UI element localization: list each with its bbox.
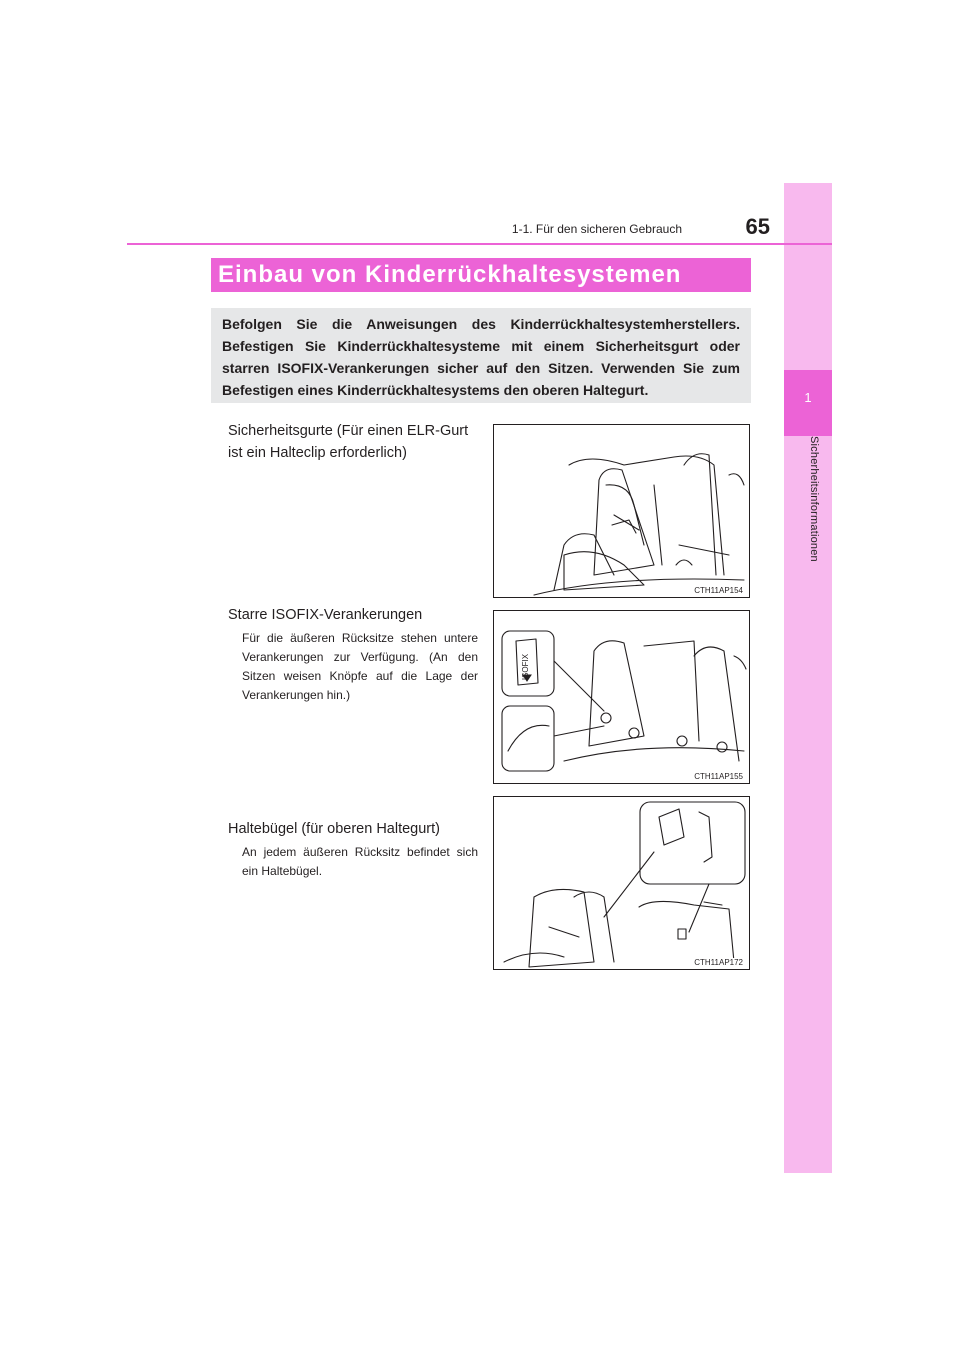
top-tether-bracket-illustration xyxy=(494,797,750,970)
figure-isofix-anchors xyxy=(493,610,750,784)
figure-code: CTH11AP172 xyxy=(694,958,743,967)
isofix-button-label: ISOFIX xyxy=(521,653,530,681)
item-title-seatbelts: Sicherheitsgurte (Für einen ELR-Gurt ist ein Halteclip erforderlich) xyxy=(228,423,469,461)
chapter-title: Sicherheitsinformationen xyxy=(808,436,820,562)
figure-code: CTH11AP155 xyxy=(694,772,743,781)
chapter-number: 1 xyxy=(804,390,812,405)
item-desc-isofix: Für die äußeren Rücksitze stehen untere Verankerungen zur Verfügung. (An den Sitzen weisen Knöpfe auf die Lage der Verankerungen hin.) xyxy=(242,631,478,702)
item-desc-top-tether: An jedem äußeren Rücksitz befindet sich ein Haltebügel. xyxy=(242,845,478,878)
figure-seatbelt-child-seat xyxy=(493,424,750,598)
item-title-isofix: Starre ISOFIX-Verankerungen xyxy=(228,607,423,623)
chapter-side-tab xyxy=(784,183,832,1173)
figure-top-tether-bracket xyxy=(493,796,750,970)
page-number: 65 xyxy=(745,214,770,239)
isofix-anchor-illustration xyxy=(494,611,750,784)
intro-text: Befolgen Sie die Anweisungen des Kinderrückhaltesystemherstellers. Befestigen Sie Kinderrückhaltesysteme mit einem Sicherheitsgurt oder starren ISOFIX-Verankerungen sicher auf den Sitzen. Verwenden Sie zum Befestigen eines Kinderrückhaltesystems den oberen Haltegurt. xyxy=(222,316,740,398)
child-seat-seatbelt-illustration xyxy=(494,425,750,598)
item-title-top-tether: Haltebügel (für oberen Haltegurt) xyxy=(228,821,440,837)
section-header: 1-1. Für den sicheren Gebrauch xyxy=(511,222,682,236)
figure-code: CTH11AP154 xyxy=(694,586,743,595)
page-title: Einbau von Kinderrückhaltesystemen xyxy=(218,261,682,288)
header-divider xyxy=(127,243,832,245)
